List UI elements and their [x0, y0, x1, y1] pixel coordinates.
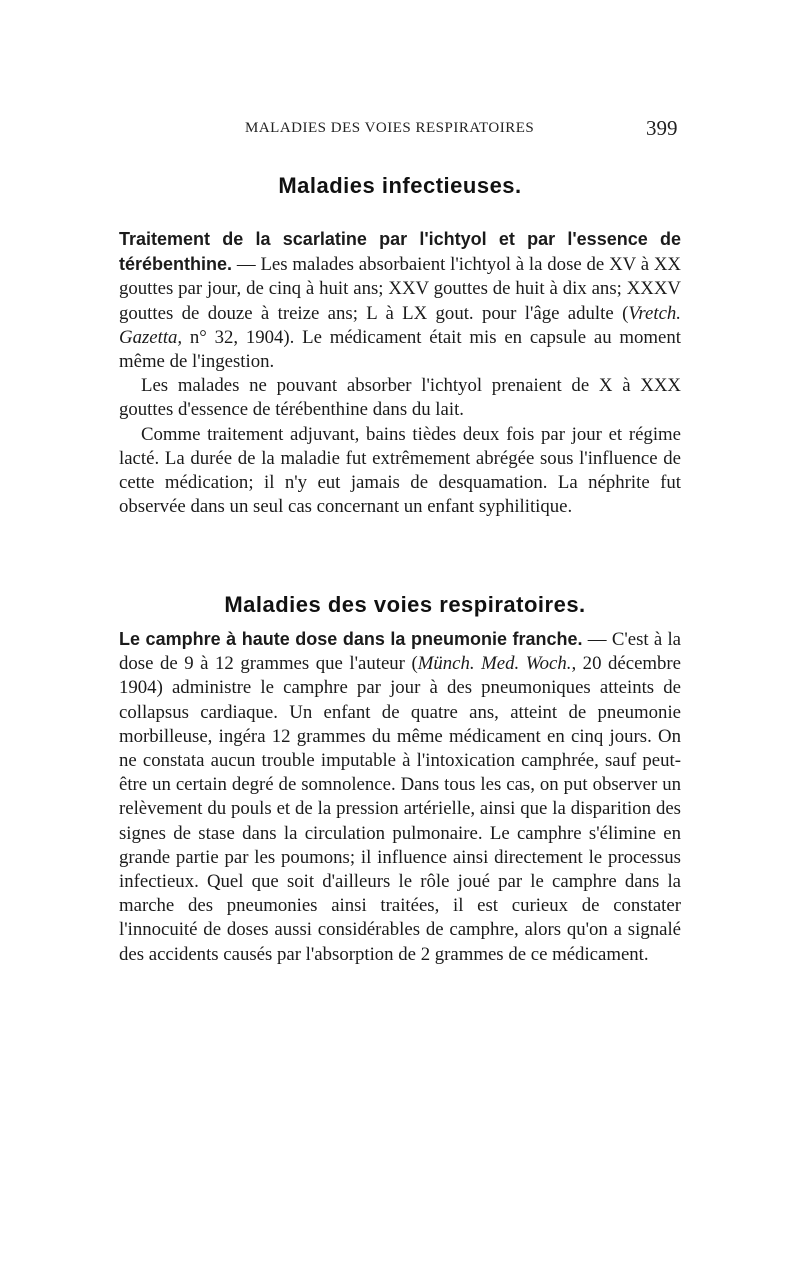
- section-title-infectious-diseases: Maladies infectieuses.: [278, 173, 522, 198]
- article-camphor: [119, 627, 681, 967]
- running-head: MALADIES DES VOIES RESPIRATOIRES: [245, 120, 535, 136]
- source-citation: Münch. Med. Woch.,: [417, 653, 577, 675]
- article-paragraph: Les malades ne pouvant absorber l'ichtyol prenaient de X à XXX gouttes d'essence de térébenthine dans du lait.: [119, 375, 681, 421]
- paragraph-text: n° 32, 1904). Le médicament était mis en capsule au moment même de l'ingestion.: [119, 326, 681, 373]
- section-title-respiratory-diseases: Maladies des voies respiratoires.: [224, 592, 586, 617]
- article-lead-title: Traitement de la scarlatine par l'ichtyol et par l'essence de térébenthine.: [119, 229, 681, 275]
- paragraph-text: 20 décembre 1904) administre le camphre par jour à des pneumoniques atteints de collapsus cardiaque. Un enfant de quatre ans, atteint de pneumonie morbilleuse, ingéra 12 grammes du même médicament en cinq jours. On ne constata aucun trouble imputable à l'intoxication camphrée, sauf peut-être un certain degré de somnolence. Dans tous les cas, on put observer un relèvement du pouls et de la pression artérielle, ainsi que la disparition des signes de stase dans la circulation pulmonaire. Le camphre s'élimine en grande partie par les poumons; il influence ainsi directement le processus infectieux. Quel que soit d'ailleurs le rôle joué par le camphre dans la marche des pneumonies ainsi traitées, il est curieux de constater l'innocuité de doses aussi considérables de camphre, alors qu'on a signalé des accidents causés par l'absorption de 2 grammes de ce médicament.: [119, 653, 681, 965]
- source-citation: Vretch. Gazetta,: [119, 302, 681, 348]
- article-scarlatina: [119, 227, 681, 519]
- paragraph-text: — Les malades absorbaient l'ichtyol à la dose de XV à XX gouttes par jour, de cinq à huit ans; XXV gouttes de huit à dix ans; XXXV gouttes de douze à treize ans; L à LX gout. pour l'âge adulte (: [119, 254, 681, 324]
- article-paragraph: [119, 627, 681, 967]
- page-number: 399: [646, 116, 678, 140]
- article-paragraph: Comme traitement adjuvant, bains tièdes deux fois par jour et régime lacté. La durée de la maladie fut extrêmement abrégée sous l'influence de cette médication; il n'y eut jamais de desquamation. La néphrite fut observée dans un seul cas concernant un enfant syphilitique.: [119, 423, 681, 518]
- paragraph-text: — C'est à la dose de 9 à 12 grammes que l'auteur (: [119, 629, 682, 675]
- article-paragraph: [119, 227, 681, 374]
- article-lead-title: Le camphre à haute dose dans la pneumonie franche.: [119, 629, 583, 649]
